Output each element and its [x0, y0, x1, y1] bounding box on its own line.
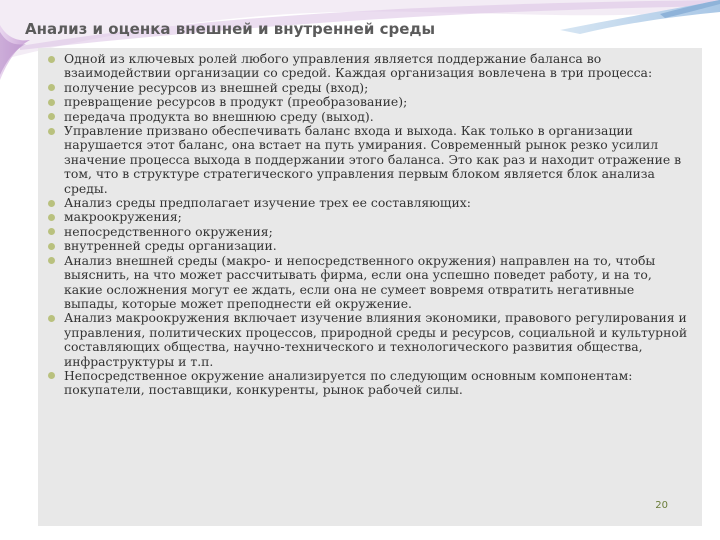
- list-item: [64, 124, 688, 196]
- list-item: [64, 311, 688, 369]
- list-item-text: макроокружения;: [64, 209, 182, 225]
- bullet-icon: [48, 243, 55, 250]
- list-item-text: передача продукта во внешнюю среду (выход).: [64, 108, 374, 124]
- bullet-icon: [48, 315, 55, 322]
- bullet-icon: [48, 214, 55, 221]
- list-item-text: внутренней среды организации.: [64, 238, 277, 254]
- bullet-icon: [48, 113, 55, 120]
- list-item-text: Анализ среды предполагает изучение трех ее составляющих:: [64, 195, 471, 211]
- list-item: [64, 110, 688, 124]
- bullet-icon: [48, 84, 55, 91]
- list-item: [64, 369, 688, 398]
- list-item-text: Анализ макроокружения включает изучение влияния экономики, правового регулирования и управления, политических процессов, природной среды и ресурсов, социальной и культурной составляющих общества, научно-технического и технологического развития общества, инфраструктуры и т.п.: [64, 310, 688, 369]
- list-item: [64, 225, 688, 239]
- bullet-icon: [48, 99, 55, 106]
- list-item: [64, 81, 688, 95]
- list-item-text: Анализ внешней среды (макро- и непосредственного окружения) направлен на то, чтобы выяснить, на что может рассчитывать фирма, если она успешно поведет работу, и на то, какие осложнения могут ее ждать, если она не сумеет вовремя отвратить негативные выпады, которые может преподнести ей окружение.: [64, 252, 656, 311]
- list-item-text: Управление призвано обеспечивать баланс входа и выхода. Как только в организации нарушается этот баланс, она встает на путь умирания. Современный рынок резко усилил значение процесса выхода в поддержании этого баланса. Это как раз и находит отражение в том, что в структуре стратегического управления первым блоком является блок анализа среды.: [64, 123, 682, 196]
- list-item-text: Непосредственное окружение анализируется по следующим основным компонентам: покупатели, поставщики, конкуренты, рынок рабочей силы.: [64, 367, 633, 398]
- list-item: [64, 254, 688, 312]
- list-item: [64, 210, 688, 224]
- bullet-icon: [48, 200, 55, 207]
- bullet-icon: [48, 257, 55, 264]
- list-item: [64, 95, 688, 109]
- bullet-list: [38, 48, 702, 398]
- list-item-text: непосредственного окружения;: [64, 223, 273, 239]
- bullet-icon: [48, 128, 55, 135]
- content-box: [38, 48, 702, 526]
- bullet-icon: [48, 56, 55, 63]
- list-item-text: Одной из ключевых ролей любого управления является поддержание баланса во взаимодействии организации со средой. Каждая организация вовлечена в три процесса:: [64, 51, 653, 81]
- list-item: [64, 239, 688, 253]
- list-item-text: получение ресурсов из внешней среды (вход);: [64, 79, 369, 95]
- slide-title: Анализ и оценка внешней и внутренней среды: [25, 20, 436, 38]
- bullet-icon: [48, 228, 55, 235]
- list-item: [64, 196, 688, 210]
- bullet-icon: [48, 372, 55, 379]
- page-number: 20: [655, 500, 668, 511]
- list-item-text: превращение ресурсов в продукт (преобразование);: [64, 94, 408, 110]
- list-item: [64, 52, 688, 81]
